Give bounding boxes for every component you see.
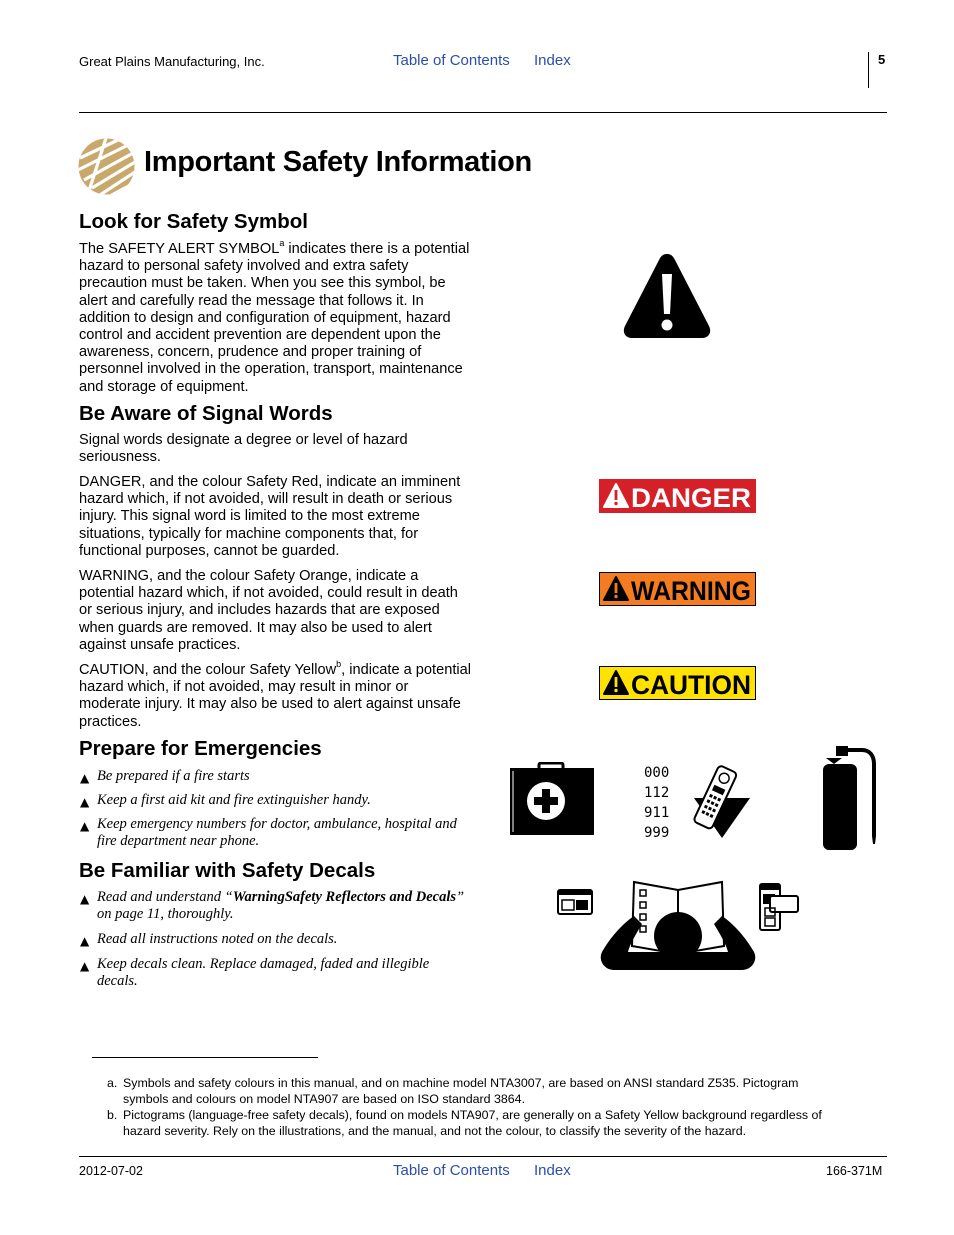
list-item: ▲ Read all instructions noted on the decals. (80, 931, 338, 948)
list-item: ▲ Be prepared if a fire starts (80, 768, 250, 785)
heading-signal-words: Be Aware of Signal Words (79, 402, 333, 425)
warning-sign (599, 572, 756, 606)
reading-manual-icon (556, 876, 804, 981)
caution-label: CAUTION (631, 670, 751, 699)
list-item: ▲ Keep decals clean. Replace damaged, faded and illegible decals. (80, 956, 430, 989)
phone-icon (642, 762, 754, 847)
caution-paragraph: CAUTION, and the colour Safety Yellow$^b$, indicate a potential hazard which, if not avoided, may result in minor or moderate injury. It may also be used to alert against unsafe practices. (79, 659, 471, 730)
first-aid-kit-icon (509, 762, 595, 841)
list-item: ▲ Keep emergency numbers for doctor, ambulance, hospital and fire department near phone. (80, 816, 457, 849)
phone-number: 112 (644, 785, 670, 801)
header-rule (79, 112, 887, 113)
footer-date: 2012-07-02 (79, 1164, 143, 1178)
phone-number: 000 (644, 765, 670, 781)
phone-number: 999 (644, 825, 670, 841)
logo-icon (78, 138, 135, 195)
heading-emergencies: Prepare for Emergencies (79, 737, 322, 760)
danger-sign (599, 479, 756, 513)
header-divider (868, 52, 869, 88)
emergencies-list (79, 768, 471, 850)
danger-paragraph: DANGER, and the colour Safety Red, indicate an imminent hazard which, if not avoided, will result in death or serious injury. This signal word is limited to the most extreme situations, typically for machine components that, for functional purposes, cannot be guarded. (79, 474, 461, 559)
list-item: ▲ Keep a first aid kit and fire extinguisher handy. (80, 792, 371, 809)
index-link[interactable]: Index (534, 52, 571, 69)
list-item: ▲ Read and understand “WarningSafety Reflectors and Decals” on page 11, thoroughly. (80, 889, 465, 922)
danger-label: DANGER (631, 483, 751, 513)
warning-paragraph: WARNING, and the colour Safety Orange, indicate a potential hazard which, if not avoided, could result in death or serious injury, and includes hazards that are exposed when guards are removed. It may also be used to alert against unsafe practices. (79, 568, 458, 653)
page-title: Important Safety Information (144, 146, 532, 178)
caution-sign (599, 666, 756, 700)
table-of-contents-link[interactable]: Table of Contents (393, 52, 510, 69)
document-code: 166-371M (826, 1164, 883, 1178)
footnote-b: b. Pictograms (language-free safety decals), found on models NTA907, are generally on a Safety Yellow background regardless of hazard severity. Rely on the illustrations, and the manual, and not the colour, to classify the severity of the hazard. (107, 1108, 822, 1138)
footnote-a: a. Symbols and safety colours in this manual, and on machine model NTA3007, are based on ANSI standard Z535. Pictogram symbols and colours on model NTA907 are based on ISO standard 3864. (107, 1076, 799, 1106)
heading-safety-decals: Be Familiar with Safety Decals (79, 859, 376, 882)
fire-extinguisher-icon (820, 744, 880, 859)
footer-table-of-contents-link[interactable]: Table of Contents (393, 1162, 510, 1179)
heading-safety-symbol: Look for Safety Symbol (79, 210, 308, 233)
phone-number: 911 (644, 805, 670, 821)
signal-words-intro: Signal words designate a degree or level of hazard seriousness. (79, 432, 408, 466)
safety-alert-icon (622, 250, 712, 345)
footnote-rule (92, 1057, 318, 1058)
footer-index-link[interactable]: Index (534, 1162, 571, 1179)
company-name: Great Plains Manufacturing, Inc. (79, 54, 265, 69)
page-number: 5 (878, 52, 886, 67)
warning-label: WARNING (631, 576, 751, 605)
safety-symbol-paragraph: The SAFETY ALERT SYMBOL$^a$ indicates there is a potential hazard to personal safety involved and extra safety precaution must be taken. When you see this symbol, be alert and carefully read the message that follows it. In addition to design and configuration of equipment, hazard control and accident prevention are dependent upon the awareness, concern, prudence and proper training of personnel involved in the operation, transport, maintenance and storage of equipment. (79, 238, 470, 395)
footer-rule (79, 1156, 887, 1157)
decals-list (79, 889, 471, 990)
